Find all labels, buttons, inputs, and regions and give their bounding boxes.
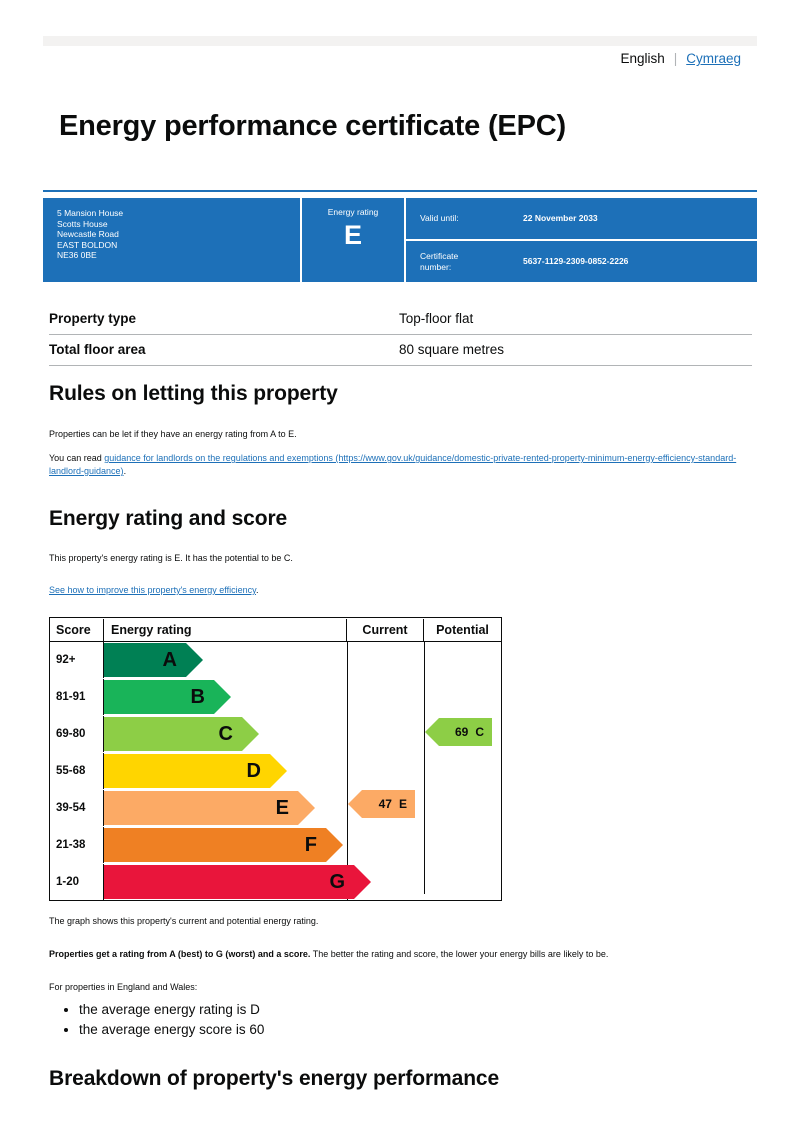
summary-band [43, 198, 757, 282]
band-bar: G [104, 865, 354, 899]
graph-band-row [50, 679, 347, 716]
marker-score: 69 [454, 725, 469, 739]
graph-col-current: Current [347, 619, 424, 641]
band-bar: E [104, 791, 298, 825]
graph-bars-column [50, 642, 348, 900]
graph-col-score: Score [50, 619, 104, 641]
energy-rating-value: E [343, 220, 362, 250]
graph-band-row [50, 716, 347, 753]
address-line-2: Scotts House [57, 218, 108, 229]
title-underline [43, 190, 757, 192]
graph-explanation [49, 948, 729, 961]
breakdown-heading: Breakdown of property's energy performance [49, 1067, 500, 1090]
summary-details [406, 198, 757, 282]
landlord-guidance-link[interactable]: guidance for landlords on the regulations and exemptions (https://www.gov.uk/guidance/domestic-private-rented-property-minimum-energy-efficiency-standard-landlord-guidance) [49, 453, 737, 476]
address-line-3: Newcastle Road [57, 229, 119, 239]
graph-band-row [50, 753, 347, 790]
marker-score: 47 [378, 797, 392, 811]
graph-current-column [348, 642, 425, 894]
energy-rating-summary [302, 198, 406, 282]
letting-heading: Rules on letting this property [49, 382, 338, 405]
band-bar-wrapper [104, 827, 347, 863]
band-score: 92+ [50, 642, 104, 678]
valid-until-row [406, 198, 757, 241]
graph-explanation-rest: The better the rating and score, the lower your energy bills are likely to be. [310, 949, 609, 959]
band-bar: A [104, 643, 186, 677]
energy-rating-label: Energy rating [327, 207, 379, 217]
band-bar-wrapper [104, 790, 347, 826]
list-item: • the average energy score is 60 [79, 1020, 264, 1040]
improve-efficiency-paragraph [49, 584, 709, 597]
graph-band-row [50, 827, 347, 864]
letting-paragraph: Properties can be let if they have an energy rating from A to E. [49, 429, 297, 439]
certificate-number-value: 5637-1129-2309-0852-2226 [523, 256, 629, 266]
band-bar-wrapper [104, 716, 347, 752]
total-floor-area-row [49, 334, 752, 366]
graph-body [50, 642, 501, 900]
band-score: 55-68 [50, 753, 104, 789]
graph-col-energy-rating: Energy rating [104, 619, 347, 641]
averages-list [49, 1000, 264, 1040]
letting-guidance [49, 452, 739, 478]
band-bar: B [104, 680, 214, 714]
band-bar: F [104, 828, 326, 862]
averages-intro: For properties in England and Wales: [49, 982, 198, 992]
band-score: 69-80 [50, 716, 104, 752]
graph-explanation-bold: Properties get a rating from A (best) to G (worst) and a score. [49, 949, 311, 959]
property-address [43, 198, 302, 282]
band-bar: C [104, 717, 242, 751]
graph-band-row [50, 790, 347, 827]
graph-band-row [50, 864, 347, 900]
list-item: • the average energy rating is D [79, 1000, 264, 1020]
graph-caption: The graph shows this property's current and potential energy rating. [49, 916, 319, 926]
page-title: Energy performance certificate (EPC) [59, 110, 566, 142]
graph-col-potential: Potential [436, 622, 489, 637]
property-type-label: Property type [49, 311, 137, 326]
energy-rating-paragraph: This property's energy rating is E. It has the potential to be C. [49, 553, 293, 563]
language-switcher[interactable] [620, 51, 741, 66]
certificate-number-row [406, 241, 757, 282]
improve-efficiency-link[interactable]: See how to improve this property's energy efficiency [49, 585, 256, 595]
band-bar-wrapper [104, 864, 347, 900]
letting-guidance-suffix: . [123, 466, 127, 476]
band-bar: D [104, 754, 270, 788]
valid-until-value: 22 November 2033 [523, 213, 598, 223]
marker-letter: C [475, 725, 484, 739]
top-grey-bar [43, 36, 757, 46]
total-floor-area-label: Total floor area [49, 342, 146, 357]
band-score: 1-20 [50, 864, 104, 900]
property-type-row [49, 303, 752, 335]
graph-band-row [50, 642, 347, 679]
language-welsh-link[interactable]: Cymraeg [686, 51, 741, 66]
energy-rating-heading: Energy rating and score [49, 507, 288, 530]
language-current: English [620, 51, 665, 66]
property-type-value: Top-floor flat [399, 311, 474, 326]
total-floor-area-value: 80 square metres [399, 342, 505, 357]
band-bar-wrapper [104, 679, 347, 715]
graph-header-row [50, 618, 501, 642]
address-line-4: EAST BOLDON [57, 239, 118, 250]
band-score: 81-91 [50, 679, 104, 715]
current-rating-marker [362, 790, 415, 818]
address-line-5: NE36 0BE [57, 250, 97, 260]
band-bar-wrapper [104, 753, 347, 789]
letting-guidance-prefix: You can read [49, 453, 105, 463]
marker-letter: E [398, 797, 407, 811]
address-line-1: 5 Mansion House [57, 208, 124, 218]
improve-efficiency-suffix: . [256, 585, 259, 595]
band-score: 21-38 [50, 827, 104, 863]
certificate-number-label: Certificate number: [420, 250, 459, 272]
epc-rating-graph [49, 617, 502, 901]
valid-until-label: Valid until: [420, 213, 459, 223]
potential-rating-marker [439, 718, 492, 746]
graph-potential-column [425, 642, 501, 894]
language-separator: | [673, 51, 678, 66]
band-bar-wrapper [104, 642, 347, 678]
band-score: 39-54 [50, 790, 104, 826]
